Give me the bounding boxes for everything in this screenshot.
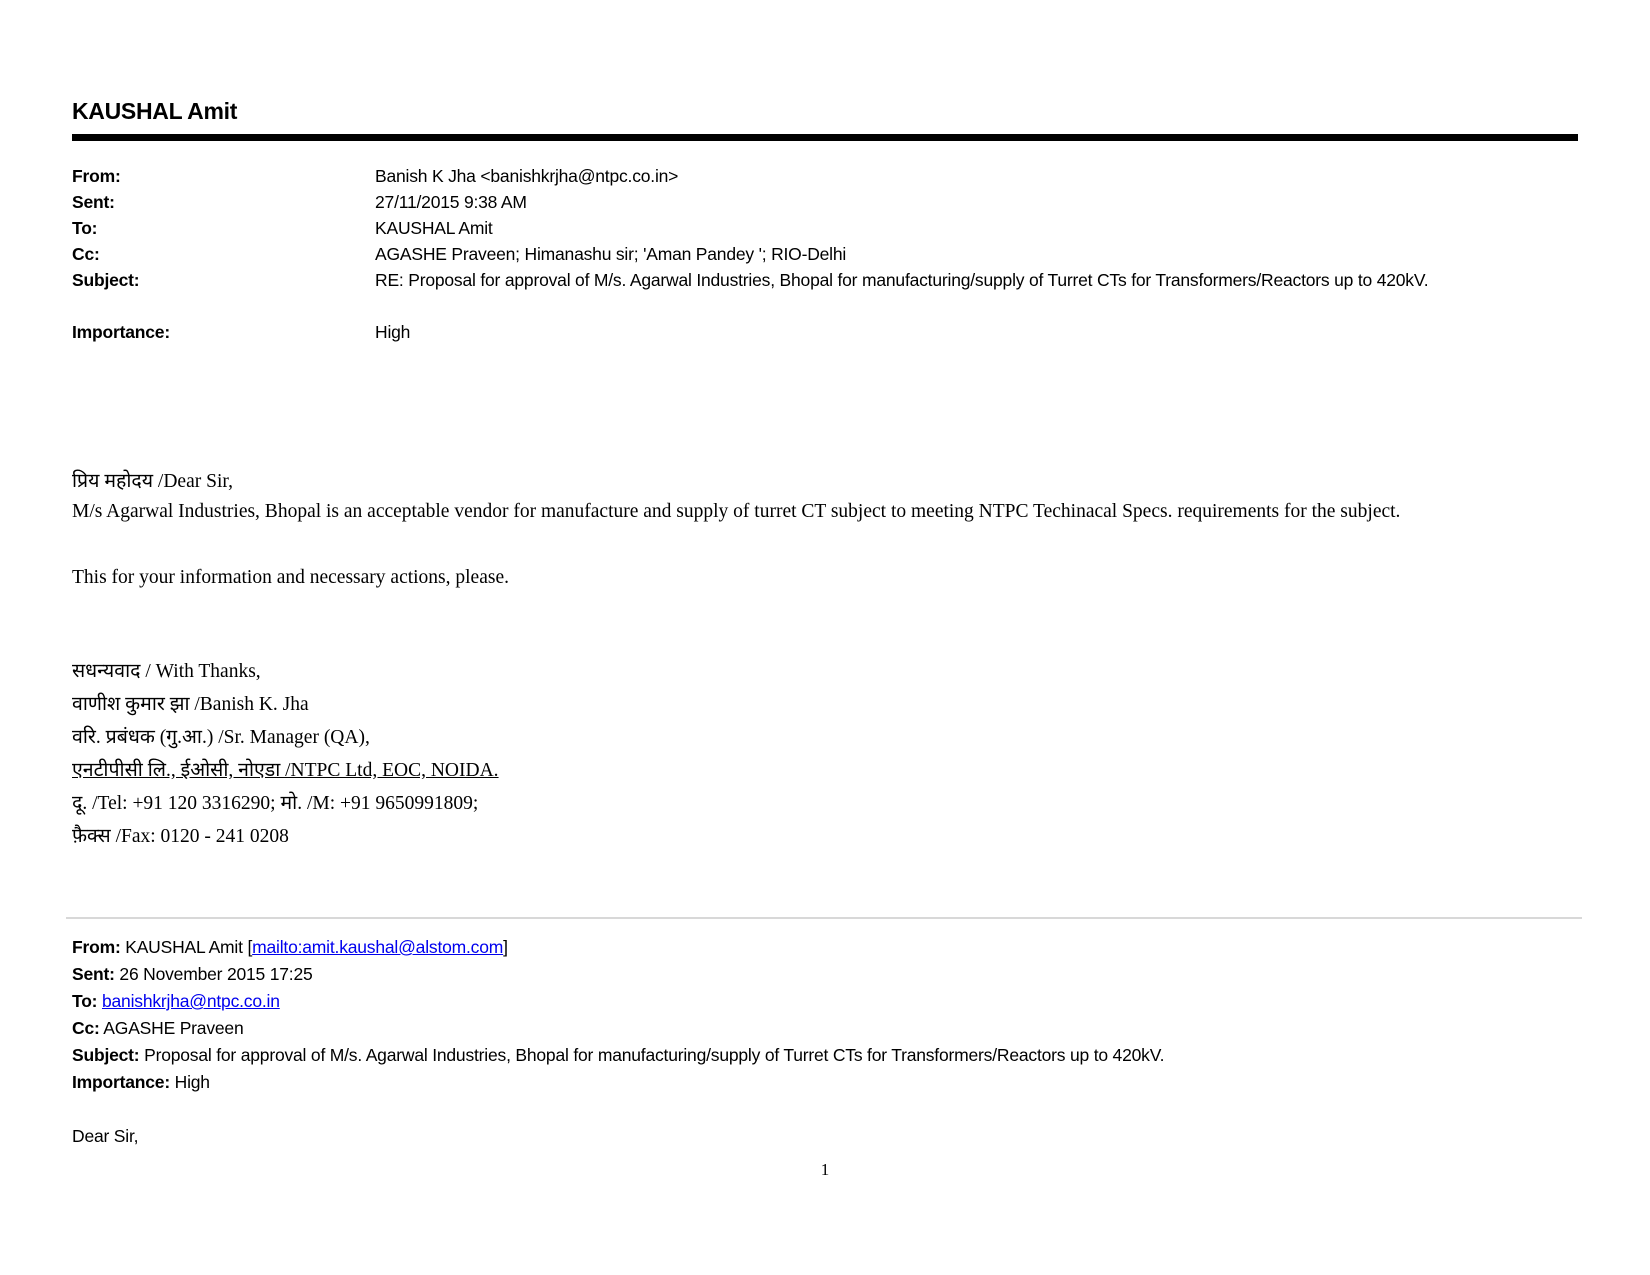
header-row-subject <box>72 267 1578 293</box>
header-row-cc <box>72 241 1578 267</box>
quoted-row-sent <box>72 961 1578 988</box>
signature-company-text: एनटीपीसी लि., ईओसी, नोएडा /NTPC Ltd, EOC, NOIDA. <box>72 760 499 781</box>
signature-designation: वरि. प्रबंधक (गु.आ.) /Sr. Manager (QA), <box>72 727 370 748</box>
cc-label: Cc: <box>72 244 100 264</box>
quoted-row-subject <box>72 1042 1578 1069</box>
quoted-subject-value: Proposal for approval of M/s. Agarwal Industries, Bhopal for manufacturing/supply of Turret CTs for Transformers/Reactors up to 420kV. <box>139 1045 1165 1065</box>
title-rule <box>72 134 1578 141</box>
page-number: 1 <box>820 1160 830 1179</box>
header-row-importance <box>72 319 1578 345</box>
body-paragraph-2: This for your information and necessary actions, please. <box>72 567 509 588</box>
quoted-email-divider <box>66 917 1582 919</box>
header-row-from <box>72 163 1578 189</box>
subject-label: Subject: <box>72 270 140 290</box>
to-value: KAUSHAL Amit <box>375 218 493 238</box>
quoted-row-importance <box>72 1069 1578 1096</box>
body-greeting: प्रिय महोदय /Dear Sir, <box>72 471 233 492</box>
header-row-to <box>72 215 1578 241</box>
importance-value: High <box>375 322 411 342</box>
quoted-from-suffix: ] <box>503 937 508 957</box>
signature-phone: दू. /Tel: +91 120 3316290; मो. /M: +91 9650991809; <box>72 793 479 814</box>
quoted-subject-label: Subject: <box>72 1045 140 1065</box>
quoted-email-header <box>72 934 1578 1150</box>
header-row-sent <box>72 189 1578 215</box>
signature-fax: फ़ैक्स /Fax: 0120 - 241 0208 <box>72 826 289 847</box>
from-value: Banish K Jha <banishkrjha@ntpc.co.in> <box>375 166 679 186</box>
quoted-from-prefix: KAUSHAL Amit [ <box>120 937 253 957</box>
subject-value: RE: Proposal for approval of M/s. Agarwal Industries, Bhopal for manufacturing/supply of Turret CTs for Transformers/Reactors up to 420kV. <box>375 270 1429 290</box>
quoted-greeting: Dear Sir, <box>72 1126 139 1146</box>
quoted-row-to <box>72 988 1578 1015</box>
to-label: To: <box>72 218 98 238</box>
importance-label: Importance: <box>72 322 170 342</box>
email-header-block <box>72 163 1578 345</box>
sent-value: 27/11/2015 9:38 AM <box>375 192 527 212</box>
quoted-to-label: To: <box>72 991 98 1011</box>
signature-name: वाणीश कुमार झा /Banish K. Jha <box>72 694 309 715</box>
quoted-importance-value: High <box>169 1072 210 1092</box>
quoted-from-label: From: <box>72 937 121 957</box>
quoted-cc-label: Cc: <box>72 1018 100 1038</box>
quoted-from-mailto-link[interactable]: mailto:amit.kaushal@alstom.com <box>252 937 504 957</box>
quoted-to-email-link[interactable]: banishkrjha@ntpc.co.in <box>101 991 280 1011</box>
quoted-sent-label: Sent: <box>72 964 115 984</box>
signature-block <box>72 655 1578 853</box>
email-body <box>72 467 1578 593</box>
signature-company <box>72 754 1578 787</box>
quoted-row-cc <box>72 1015 1578 1042</box>
body-paragraph-1: M/s Agarwal Industries, Bhopal is an acceptable vendor for manufacture and supply of turret CT subject to meeting NTPC Techinacal Specs. requirements for the subject. <box>72 501 1401 522</box>
quoted-sent-value: 26 November 2015 17:25 <box>114 964 313 984</box>
quoted-cc-value: AGASHE Praveen <box>99 1018 244 1038</box>
page-title: KAUSHAL Amit <box>72 98 238 124</box>
sent-label: Sent: <box>72 192 115 212</box>
cc-value: AGASHE Praveen; Himanashu sir; 'Aman Pandey '; RIO-Delhi <box>375 244 847 264</box>
from-label: From: <box>72 166 121 186</box>
quoted-row-from <box>72 934 1578 961</box>
quoted-importance-label: Importance: <box>72 1072 170 1092</box>
signature-thanks: सधन्यवाद / With Thanks, <box>72 661 261 682</box>
